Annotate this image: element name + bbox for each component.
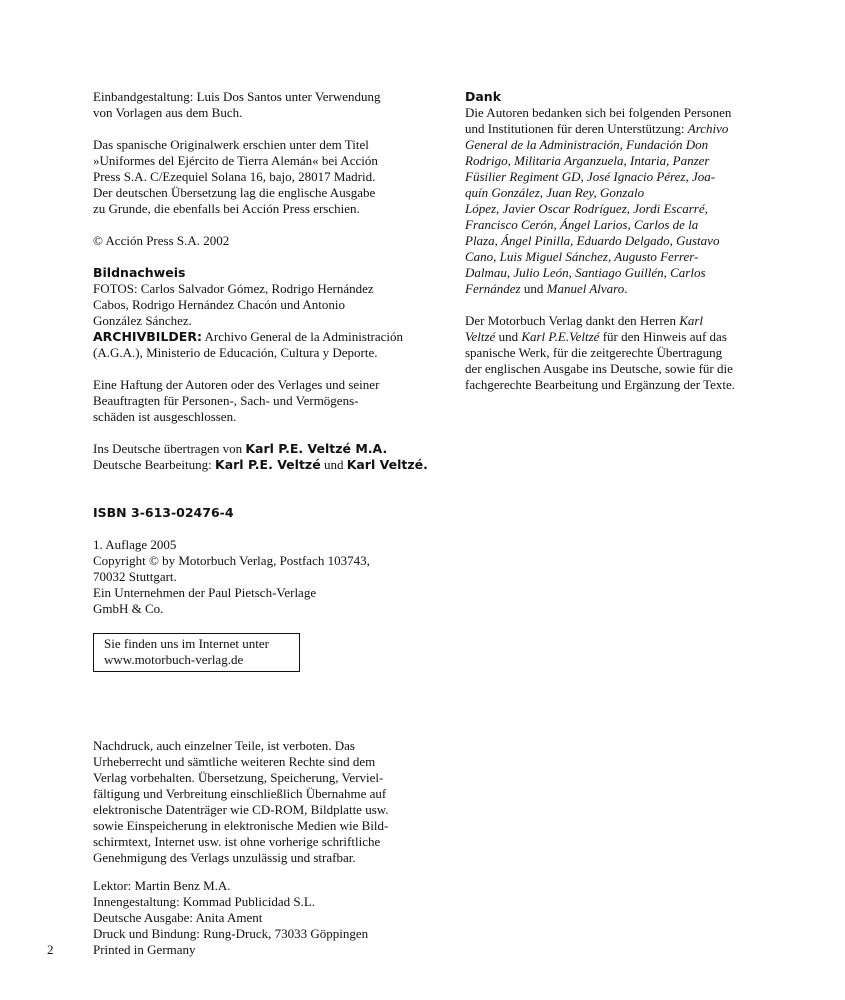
spanish-copyright: © Acción Press S.A. 2002 — [93, 233, 230, 248]
acknowledgements: Die Autoren bedanken sich bei folgenden Personen und Institutionen für deren Unterstützung: Archivo General de la Administración, Fundación Don Rodrigo, Militaria Arganzuela, Intaria, Panzer Füsilier Regiment GD, José Ignacio Pérez, Joa- quín González, Juan Rey, Gonzalo López, Javier Oscar Rodríguez, Jordi Escarré, Francisco Cerón, Ángel Larios, Carlos de la Plaza, Ángel Pinilla, Eduardo Delgado, Gustavo Cano, Luis Miguel Sánchez, Augusto Ferrer- Dalmau, Julio León, Santiago Guillén, Carlos Fernández und Manuel Alvaro. — [465, 105, 732, 296]
bildnachweis-heading: Bildnachweis — [93, 265, 186, 280]
internet-box: Sie finden uns im Internet unter www.motorbuch-verlag.de — [93, 633, 300, 672]
edition-info: 1. Auflage 2005 Copyright © by Motorbuch Verlag, Postfach 103743, 70032 Stuttgart. Ein Unternehmen der Paul Pietsch-Verlage GmbH & Co. — [93, 537, 370, 616]
cover-credit: Einbandgestaltung: Luis Dos Santos unter Verwendung von Vorlagen aus dem Buch. — [93, 89, 381, 120]
isbn: ISBN 3-613-02476-4 — [93, 505, 234, 520]
right-column — [465, 89, 765, 393]
editor-name-2: Karl Veltzé. — [346, 457, 428, 472]
original-edition-note: Das spanische Originalwerk erschien unter dem Titel »Uniformes del Ejército de Tierra Alemán« bei Acción Press S.A. C/Ezequiel Solana 16, bajo, 28017 Madrid. Der deutschen Übersetzung lag die englische Ausgabe zu Grunde, die ebenfalls bei Acción Press erschien. — [93, 137, 378, 216]
translator-name: Karl P.E. Veltzé M.A. — [245, 441, 388, 456]
page-number: 2 — [47, 942, 54, 957]
translation-credits: Ins Deutsche übertragen von Karl P.E. Veltzé M.A. Deutsche Bearbeitung: Karl P.E. Veltzé und Karl Veltzé. — [93, 441, 428, 472]
reprint-notice: Nachdruck, auch einzelner Teile, ist verboten. Das Urheberrecht und sämtliche weiteren Rechte sind dem Verlag vorbehalten. Übersetzung, Speicherung, Verviel- fältigung und Verbreitung einschließlich Übernahme auf elektronische Datenträger wie CD-ROM, Bildplatte usw. sowie Einspeicherung in elektronische Medien wie Bild- schirmtext, Internet usw. ist ohne vorherige schriftliche Genehmigung des Verlags unzulässig und strafbar. — [93, 738, 389, 865]
publisher-thanks: Der Motorbuch Verlag dankt den Herren Karl Veltzé und Karl P.E.Veltzé für den Hinweis auf das spanische Werk, für die zeitgerechte Übertragung der englischen Ausgabe ins Deutsche, sowie für die fachgerechte Bearbeitung und Ergänzung der Texte. — [465, 313, 736, 392]
editor-name-1: Karl P.E. Veltzé — [215, 457, 321, 472]
website-url: www.motorbuch-verlag.de — [104, 652, 244, 667]
production-credits: Lektor: Martin Benz M.A. Innengestaltung: Kommad Publicidad S.L. Deutsche Ausgabe: Anita Ament Druck und Bindung: Rung-Druck, 73033 Göppingen Printed in Germany — [93, 878, 369, 957]
archiv-label: ARCHIVBILDER: — [93, 329, 202, 344]
photo-credits: FOTOS: Carlos Salvador Gómez, Rodrigo Hernández Cabos, Rodrigo Hernández Chacón und Antonio González Sánchez. ARCHIVBILDER: Archivo General de la Administración (A.G.A.), Ministerio de Educación, Cultura y Deporte. — [93, 281, 404, 360]
liability-note: Eine Haftung der Autoren oder des Verlages und seiner Beauftragten für Personen-, Sach- und Vermögens- schäden ist ausgeschlossen. — [93, 377, 380, 424]
left-column — [93, 89, 443, 672]
dank-heading: Dank — [465, 89, 502, 104]
